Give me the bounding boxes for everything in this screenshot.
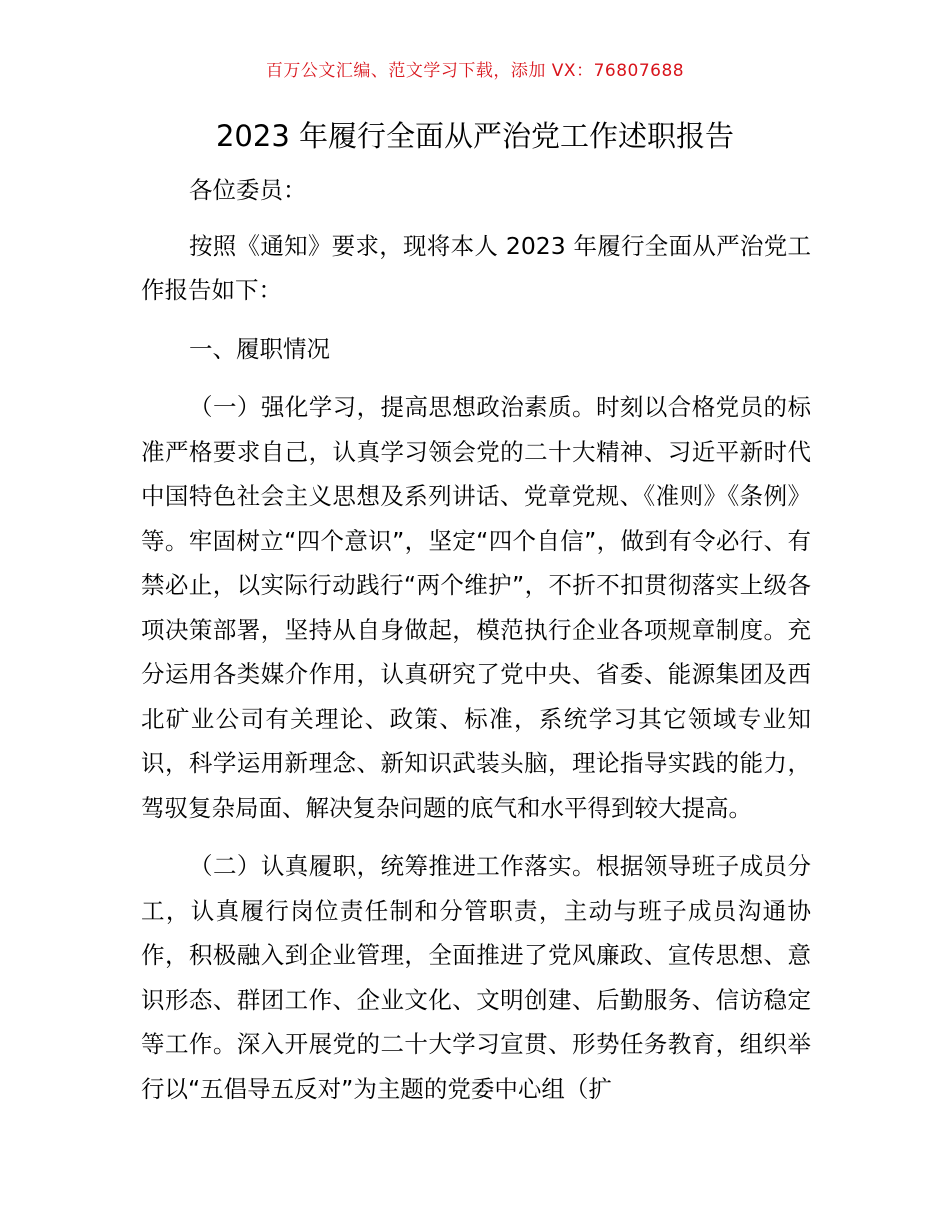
paragraph-duty: （二）认真履职，统筹推进工作落实。根据领导班子成员分工，认真履行岗位责任制和分管职责，主动与班子成员沟通协作，积极融入到企业管理，全面推进了党风廉政、宣传思想、意识形态、群团工作、企业文化、文明创建、后勤服务、信访稳定等工作。深入开展党的二十大学习宣贯、形势任务教育，组织举行以“五倡导五反对”为主题的党委中心组（扩 bbox=[141, 852, 811, 1103]
section-heading: 一、履职情况 bbox=[189, 334, 330, 363]
paragraph-study: （一）强化学习，提高思想政治素质。时刻以合格党员的标准严格要求自己，认真学习领会党的二十大精神、习近平新时代中国特色社会主义思想及系列讲话、党章党规、《准则》《条例》等。牢固树立“四个意识”，坚定“四个自信”，做到有令必行、有禁必止，以实际行动践行“两个维护”，不折不扣贯彻落实上级各项决策部署，坚持从自身做起，模范执行企业各项规章制度。充分运用各类媒介作用，认真研究了党中央、省委、能源集团及西北矿业公司有关理论、政策、标准，系统学习其它领域专业知识，科学运用新理念、新知识武装头脑，理论指导实践的能力，驾驭复杂局面、解决复杂问题的底气和水平得到较大提高。 bbox=[141, 393, 811, 822]
salutation: 各位委员： bbox=[189, 176, 307, 204]
header-watermark-note: 百万公文汇编、范文学习下载，添加 VX：76807688 bbox=[265, 61, 685, 81]
intro-paragraph: 按照《通知》要求，现将本人 2023 年履行全面从严治党工作报告如下： bbox=[141, 231, 811, 304]
document-body bbox=[141, 168, 811, 1111]
document-title: 2023 年履行全面从严治党工作述职报告 bbox=[215, 119, 735, 153]
